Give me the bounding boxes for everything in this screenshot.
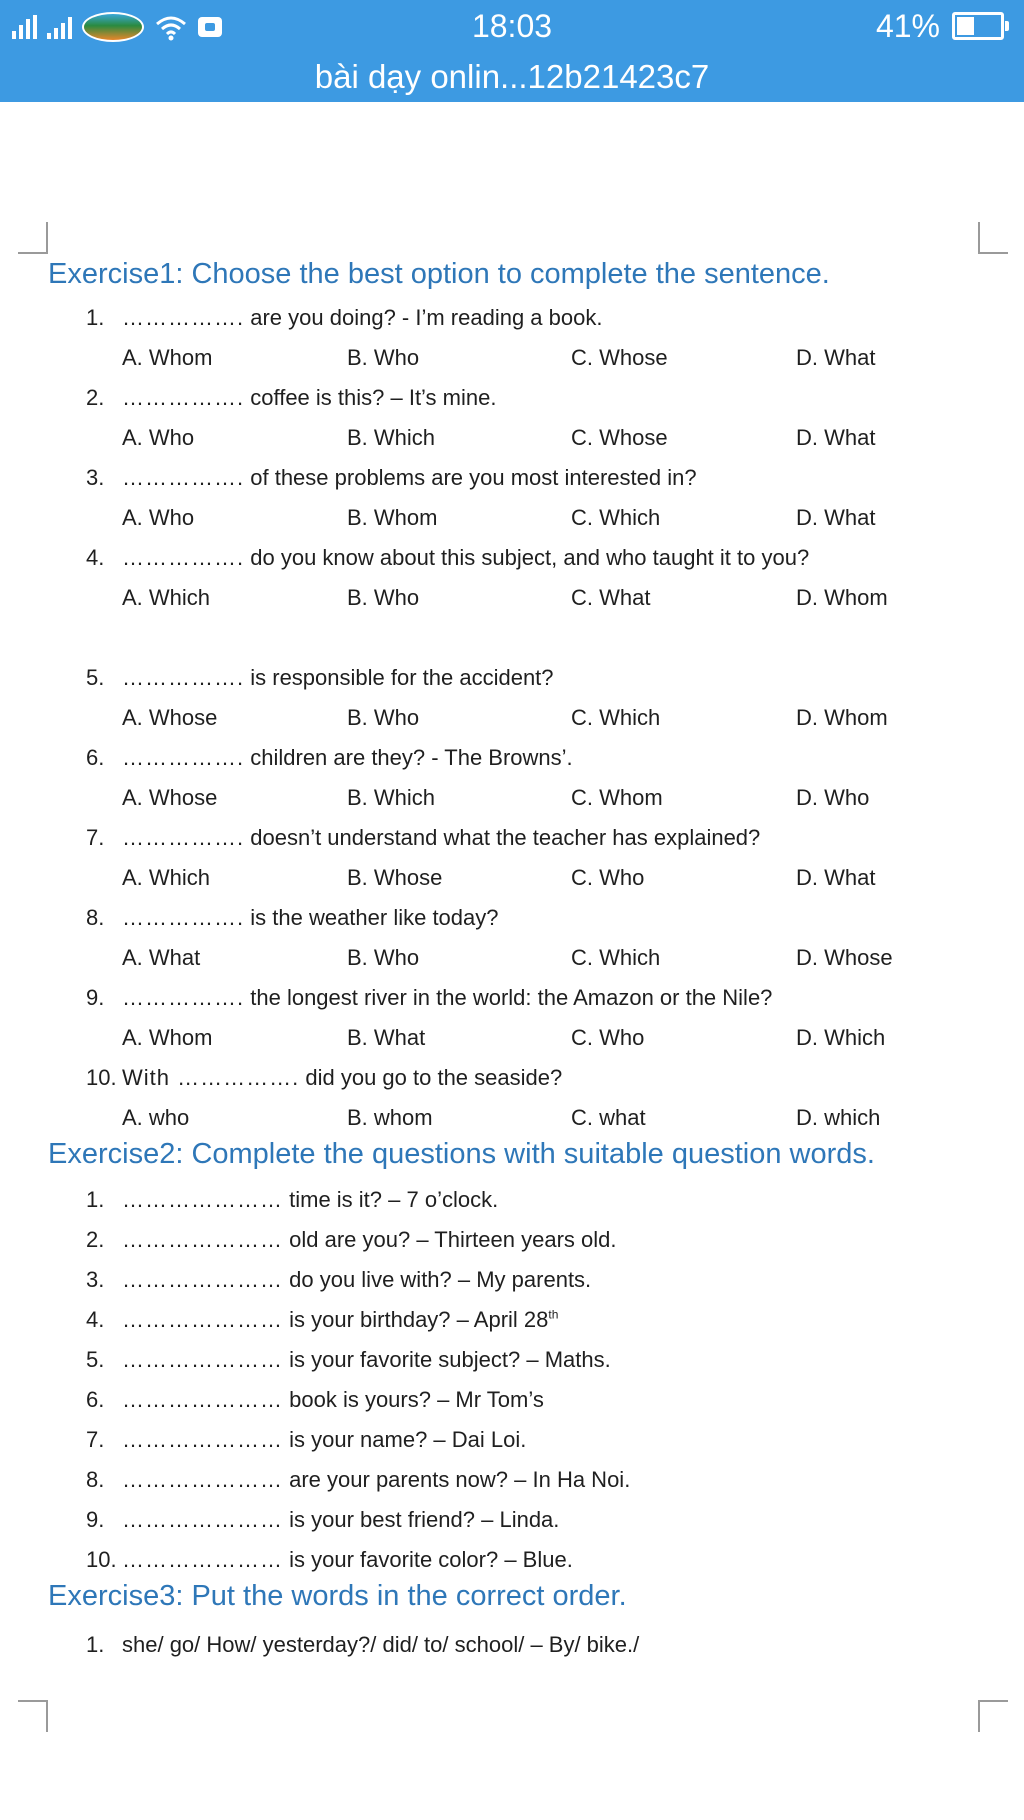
battery-percent: 41% <box>875 7 940 44</box>
answer-option: A. who <box>122 1105 190 1130</box>
question-text: do you live with? – My parents. <box>289 1267 592 1292</box>
question-text: time is it? – 7 o’clock. <box>289 1187 499 1212</box>
answer-blank: ………………… <box>122 1507 283 1532</box>
answer-option: C. Who <box>571 1025 645 1050</box>
question-number: 1. <box>86 1187 105 1212</box>
answer-blank: With ……………. <box>122 1065 300 1090</box>
answer-blank: ………………… <box>122 1187 283 1212</box>
question-text: book is yours? – Mr Tom’s <box>289 1387 544 1412</box>
answer-blank: ………………… <box>122 1227 283 1252</box>
answer-option: D. What <box>796 865 876 890</box>
question-item <box>86 1307 558 1333</box>
answer-option: B. Who <box>347 705 420 730</box>
question-item <box>86 545 809 571</box>
question-number: 6. <box>86 745 105 770</box>
answer-option: C. Who <box>571 865 645 890</box>
question-item <box>86 1267 591 1293</box>
answer-option: A. Whom <box>122 1025 213 1050</box>
answer-option: C. Which <box>571 505 661 530</box>
question-number: 7. <box>86 825 105 850</box>
answer-option: D. Which <box>796 1025 886 1050</box>
question-item <box>86 465 697 491</box>
answer-blank: ……………. <box>122 385 245 410</box>
question-item <box>86 905 499 931</box>
question-text: are your parents now? – In Ha Noi. <box>289 1467 631 1492</box>
answer-blank: ………………… <box>122 1387 283 1412</box>
answer-blank: ……………. <box>122 465 245 490</box>
question-number: 1. <box>86 1632 105 1657</box>
answer-blank: ………………… <box>122 1427 283 1452</box>
answer-blank: ………………… <box>122 1467 283 1492</box>
exercise2-heading: Exercise2: Complete the questions with suitable question words. <box>48 1138 875 1170</box>
question-text: she/ go/ How/ yesterday?/ did/ to/ school/ – By/ bike./ <box>122 1632 640 1657</box>
question-text: is your favorite subject? – Maths. <box>289 1347 611 1372</box>
answer-option: C. Which <box>571 705 661 730</box>
exercise1-heading: Exercise1: Choose the best option to complete the sentence. <box>48 258 830 290</box>
question-text: old are you? – Thirteen years old. <box>289 1227 617 1252</box>
answer-option: C. What <box>571 585 651 610</box>
question-number: 10. <box>86 1065 117 1090</box>
question-number: 4. <box>86 545 105 570</box>
answer-option: A. Whom <box>122 345 213 370</box>
question-number: 9. <box>86 985 105 1010</box>
answer-option: D. Whose <box>796 945 893 970</box>
question-number: 5. <box>86 1347 105 1372</box>
question-item <box>86 1632 639 1658</box>
answer-blank: ……………. <box>122 905 245 930</box>
question-number: 3. <box>86 1267 105 1292</box>
answer-option: D. Who <box>796 785 870 810</box>
answer-option: A. What <box>122 945 201 970</box>
question-number: 2. <box>86 385 105 410</box>
answer-option: C. Whose <box>571 425 668 450</box>
question-text: do you know about this subject, and who taught it to you? <box>250 545 810 570</box>
question-item <box>86 1467 630 1493</box>
answer-option: A. Whose <box>122 785 218 810</box>
question-item <box>86 1065 562 1091</box>
question-item <box>86 825 760 851</box>
question-number: 8. <box>86 905 105 930</box>
answer-option: B. Who <box>347 585 420 610</box>
answer-blank: ……………. <box>122 825 245 850</box>
question-number: 5. <box>86 665 105 690</box>
question-text: the longest river in the world: the Amazon or the Nile? <box>250 985 773 1010</box>
exercise3-heading: Exercise3: Put the words in the correct order. <box>48 1580 627 1612</box>
answer-option: D. Whom <box>796 585 888 610</box>
question-text: is the weather like today? <box>250 905 499 930</box>
answer-option: C. Whom <box>571 785 663 810</box>
question-text: are you doing? - I’m reading a book. <box>250 305 603 330</box>
question-item <box>86 665 554 691</box>
answer-option: D. What <box>796 425 876 450</box>
answer-option: C. what <box>571 1105 646 1130</box>
question-item <box>86 1547 573 1573</box>
answer-blank: ……………. <box>122 985 245 1010</box>
question-item <box>86 1347 611 1373</box>
answer-blank: ……………. <box>122 745 245 770</box>
answer-blank: ……………. <box>122 545 245 570</box>
answer-option: B. Which <box>347 425 436 450</box>
answer-blank: ……………. <box>122 305 245 330</box>
answer-option: A. Which <box>122 865 211 890</box>
question-number: 7. <box>86 1427 105 1452</box>
answer-option: A. Who <box>122 505 195 530</box>
answer-option: B. What <box>347 1025 426 1050</box>
question-item <box>86 1387 544 1413</box>
answer-option: B. whom <box>347 1105 433 1130</box>
answer-option: D. which <box>796 1105 881 1130</box>
ordinal-suffix: th <box>548 1307 559 1322</box>
answer-option: A. Whose <box>122 705 218 730</box>
question-item <box>86 985 772 1011</box>
question-text: is your favorite color? – Blue. <box>289 1547 573 1572</box>
answer-option: A. Which <box>122 585 211 610</box>
question-number: 10. <box>86 1547 117 1572</box>
question-number: 1. <box>86 305 105 330</box>
answer-option: A. Who <box>122 425 195 450</box>
answer-blank: ………………… <box>122 1547 283 1572</box>
document-title: bài dạy onlin...12b21423c7 <box>314 58 710 95</box>
answer-option: C. Whose <box>571 345 668 370</box>
answer-option: B. Whom <box>347 505 438 530</box>
answer-option: D. What <box>796 505 876 530</box>
answer-option: D. Whom <box>796 705 888 730</box>
question-item <box>86 1187 498 1213</box>
question-text: of these problems are you most interested in? <box>250 465 697 490</box>
question-number: 8. <box>86 1467 105 1492</box>
question-number: 6. <box>86 1387 105 1412</box>
clock: 18:03 <box>471 8 553 44</box>
question-text: coffee is this? – It’s mine. <box>250 385 497 410</box>
question-text: did you go to the seaside? <box>305 1065 563 1090</box>
question-text: is your best friend? – Linda. <box>289 1507 560 1532</box>
answer-blank: ………………… <box>122 1267 283 1292</box>
answer-blank: ……………. <box>122 665 245 690</box>
question-number: 3. <box>86 465 105 490</box>
question-number: 2. <box>86 1227 105 1252</box>
answer-option: B. Whose <box>347 865 443 890</box>
answer-blank: ………………… <box>122 1307 283 1332</box>
question-text: is your birthday? – April 28 <box>289 1307 549 1332</box>
question-text: doesn’t understand what the teacher has explained? <box>250 825 761 850</box>
answer-option: B. Who <box>347 345 420 370</box>
answer-option: B. Who <box>347 945 420 970</box>
question-item <box>86 1507 559 1533</box>
question-text: is your name? – Dai Loi. <box>289 1427 527 1452</box>
question-item <box>86 1227 616 1253</box>
question-text: is responsible for the accident? <box>250 665 554 690</box>
question-item <box>86 305 602 331</box>
question-text: children are they? - The Browns’. <box>250 745 573 770</box>
answer-blank: ………………… <box>122 1347 283 1372</box>
question-item <box>86 1427 526 1453</box>
question-item <box>86 745 573 771</box>
question-number: 4. <box>86 1307 105 1332</box>
answer-option: D. What <box>796 345 876 370</box>
answer-option: C. Which <box>571 945 661 970</box>
question-number: 9. <box>86 1507 105 1532</box>
question-item <box>86 385 496 411</box>
answer-option: B. Which <box>347 785 436 810</box>
